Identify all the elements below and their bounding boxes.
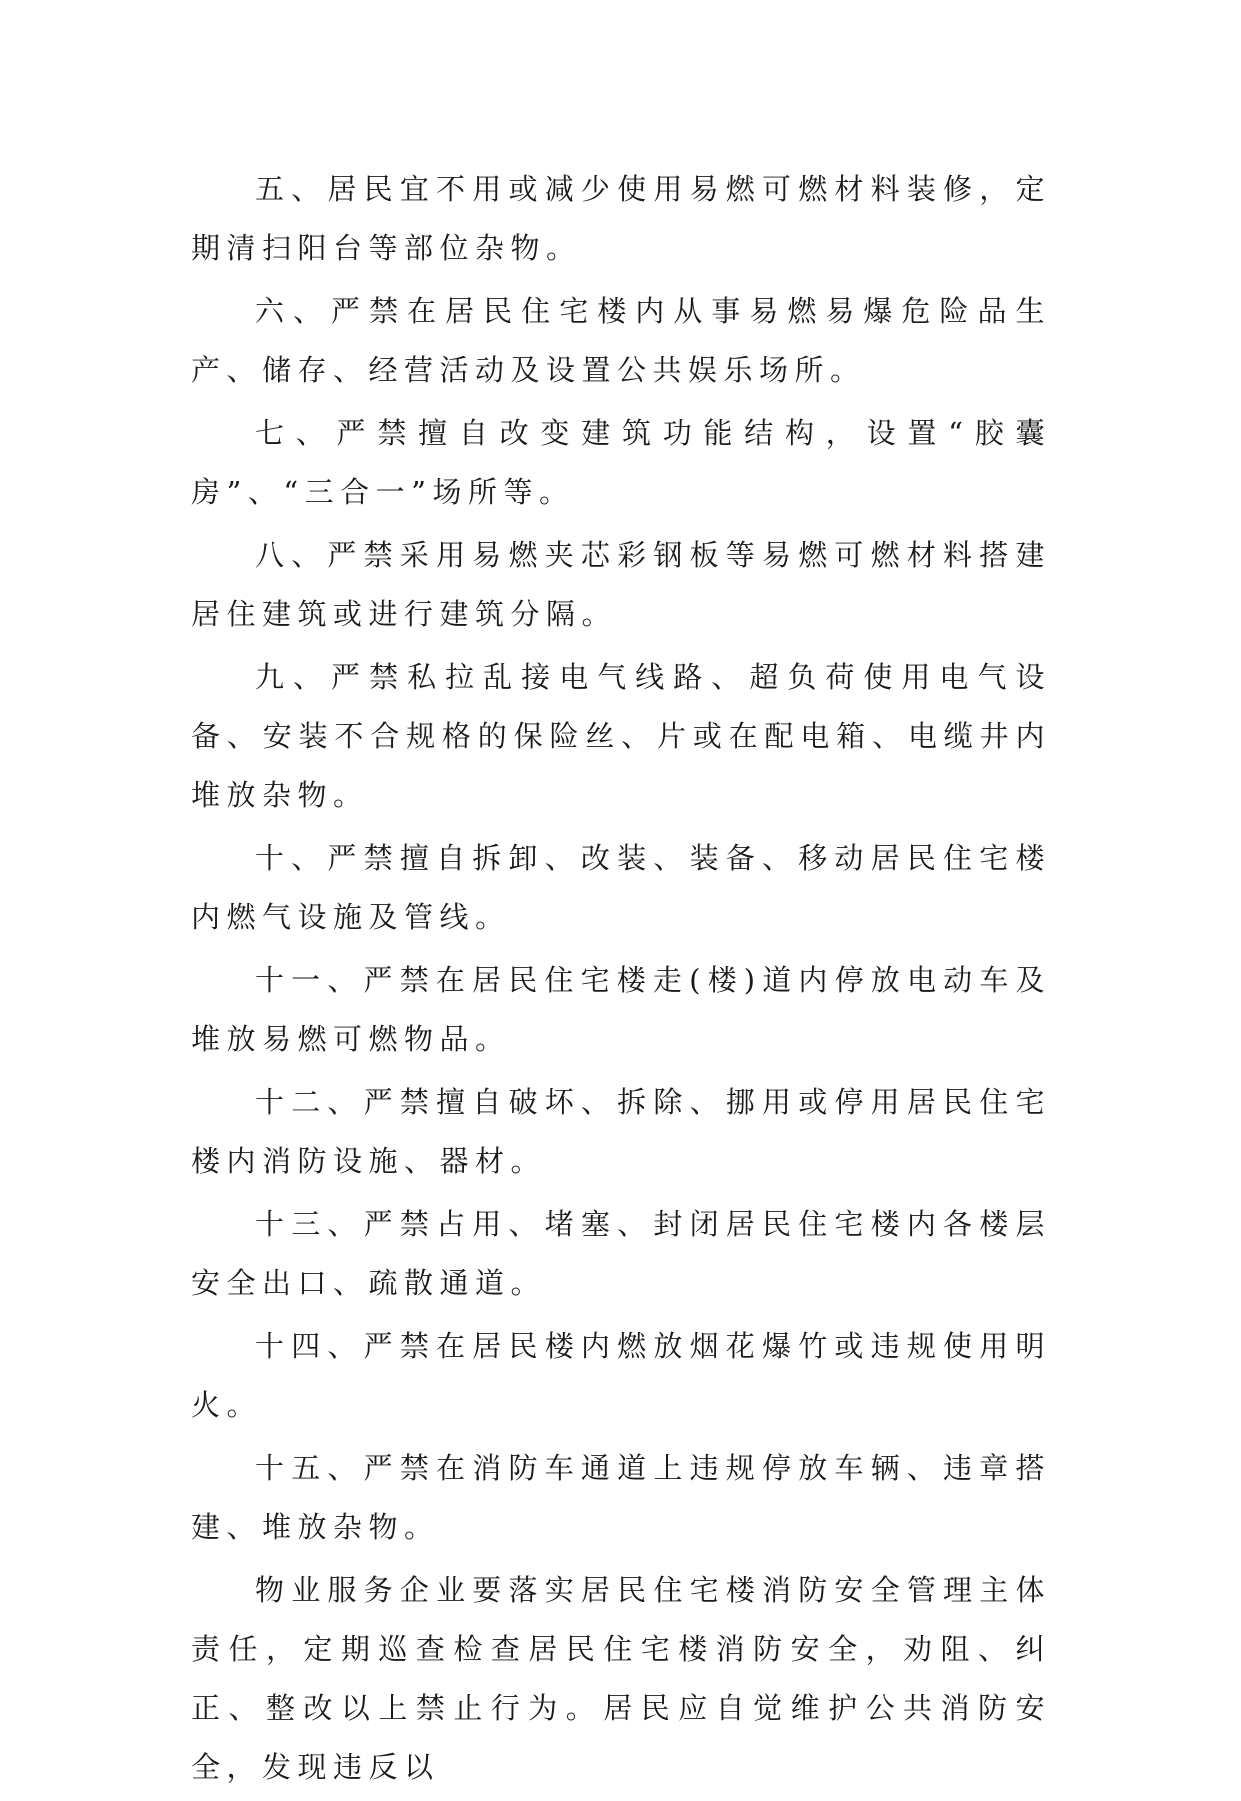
paragraph-item-13: 十三、严禁占用、堵塞、封闭居民住宅楼内各楼层安全出口、疏散通道。 [191, 1207, 1051, 1300]
paragraph-item-7: 七、严禁擅自改变建筑功能结构，设置“胶囊房”、“三合一”场所等。 [191, 416, 1051, 509]
paragraph-item-14: 十四、严禁在居民楼内燃放烟花爆竹或违规使用明火。 [191, 1329, 1051, 1422]
paragraph-item-9: 九、严禁私拉乱接电气线路、超负荷使用电气设备、安装不合规格的保险丝、片或在配电箱、电缆井内堆放杂物。 [191, 660, 1051, 812]
paragraph-item-5: 五、居民宜不用或减少使用易燃可燃材料装修，定期清扫阳台等部位杂物。 [191, 172, 1051, 265]
paragraph-property-management: 物业服务企业要落实居民住宅楼消防安全管理主体责任，定期巡查检查居民住宅楼消防安全，劝阻、纠正、整改以上禁止行为。居民应自觉维护公共消防安全，发现违反以 [191, 1573, 1051, 1784]
paragraph-item-6: 六、严禁在居民住宅楼内从事易燃易爆危险品生产、储存、经营活动及设置公共娱乐场所。 [191, 294, 1051, 387]
paragraph-item-15: 十五、严禁在消防车通道上违规停放车辆、违章搭建、堆放杂物。 [191, 1451, 1051, 1544]
paragraph-item-12: 十二、严禁擅自破坏、拆除、挪用或停用居民住宅楼内消防设施、器材。 [191, 1085, 1051, 1178]
paragraph-item-10: 十、严禁擅自拆卸、改装、装备、移动居民住宅楼内燃气设施及管线。 [191, 841, 1051, 934]
paragraph-item-11: 十一、严禁在居民住宅楼走(楼)道内停放电动车及堆放易燃可燃物品。 [191, 963, 1051, 1056]
paragraph-item-8: 八、严禁采用易燃夹芯彩钢板等易燃可燃材料搭建居住建筑或进行建筑分隔。 [191, 538, 1051, 631]
document-body [191, 160, 1051, 1801]
